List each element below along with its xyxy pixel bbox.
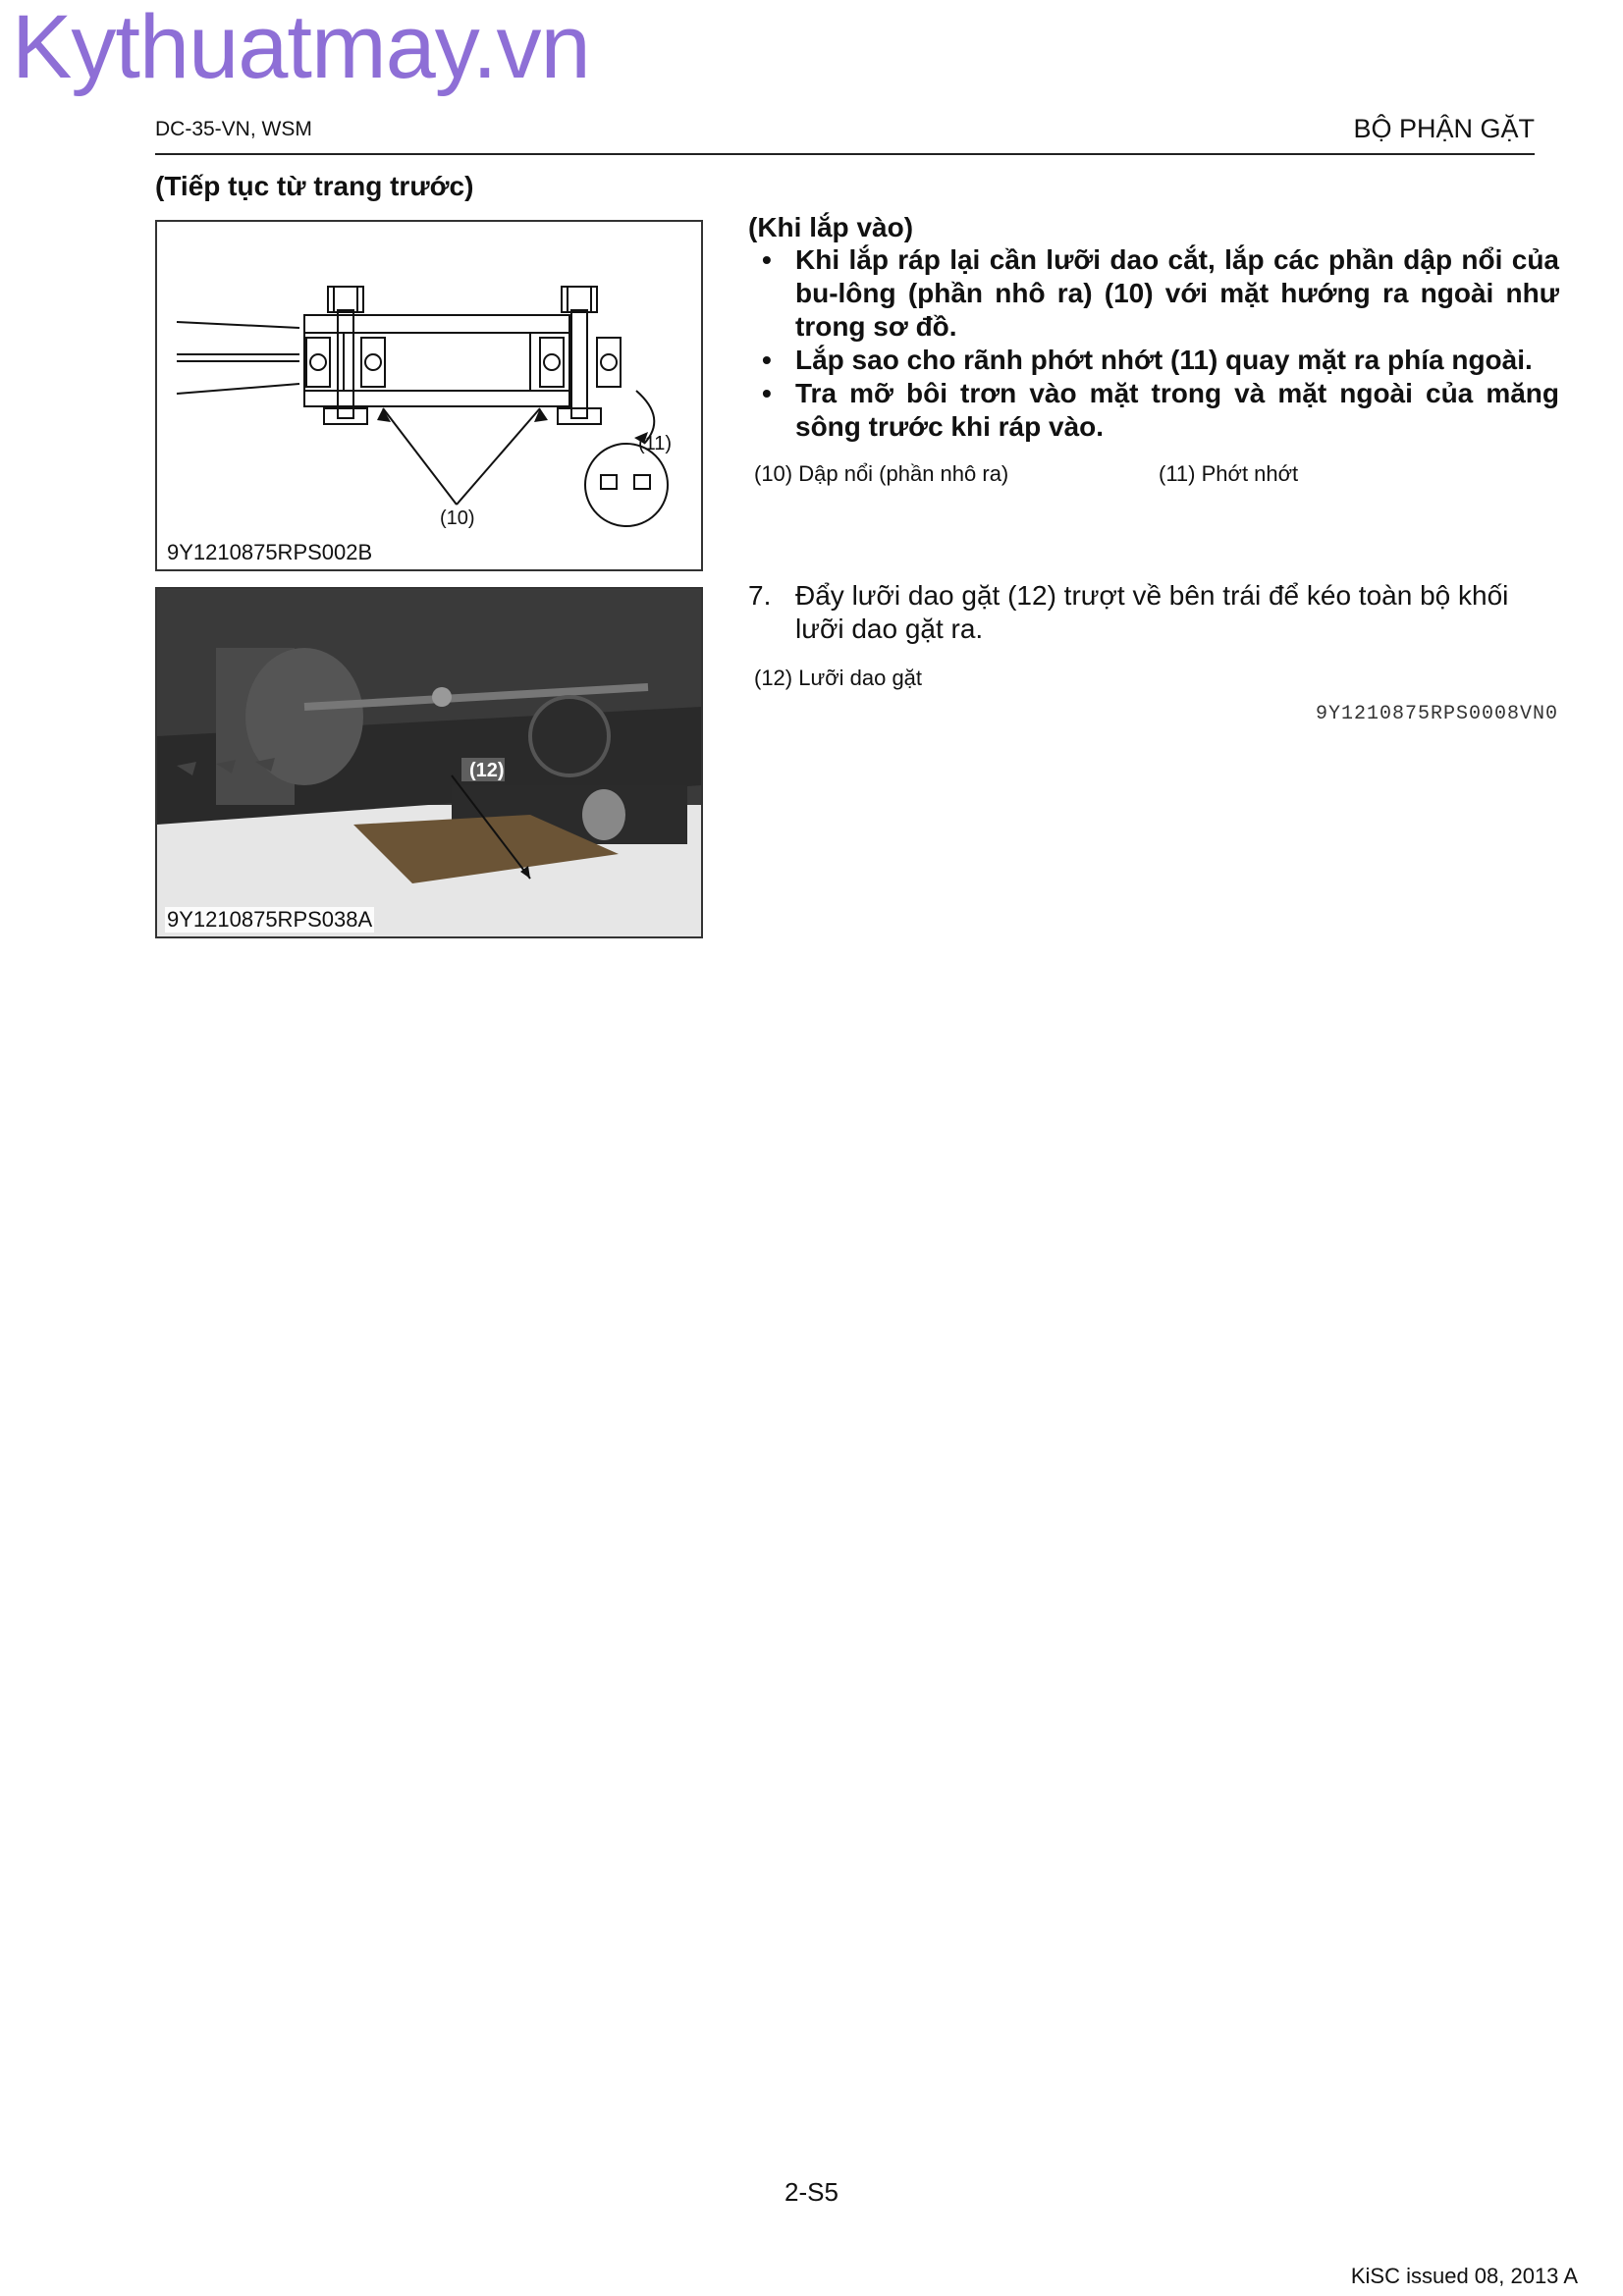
label-12: (12)	[469, 760, 505, 781]
caption-12: (12) Lưỡi dao gặt	[754, 666, 923, 690]
bearing-diagram-figure	[155, 220, 703, 571]
issued-note: KiSC issued 08, 2013 A	[1350, 2264, 1578, 2288]
label-11: (11)	[638, 433, 673, 454]
label-10: (10)	[440, 507, 475, 529]
install-section-title: (Khi lắp vào)	[748, 212, 914, 242]
figure2-code: 9Y1210875RPS038A	[167, 907, 373, 932]
header-manual-code: DC-35-VN, WSM	[155, 118, 312, 140]
watermark-logo: Kythuatmay.vn	[12, 0, 590, 97]
header-section-title: BỘ PHẬN GẶT	[1353, 114, 1535, 143]
header-divider	[155, 153, 1535, 155]
reference-code: 9Y1210875RPS0008VN0	[1315, 703, 1558, 725]
install-bullet: • Khi lắp ráp lại cần lưỡi dao cắt, lắp các phần dập nổi của bu-lông (phần nhô ra) (10) với mặt hướng ra ngoài như trong sơ đồ.	[748, 243, 1559, 344]
step-text: Đẩy lưỡi dao gặt (12) trượt về bên trái để kéo toàn bộ khối lưỡi dao gặt ra.	[795, 580, 1509, 644]
step-number: 7.	[748, 580, 772, 611]
caption-11: (11) Phớt nhớt	[1159, 461, 1299, 486]
caption-10: (10) Dập nổi (phần nhô ra)	[754, 461, 1009, 486]
cutter-blade-photo	[155, 587, 703, 938]
install-bullet: • Lắp sao cho rãnh phớt nhớt (11) quay mặt ra phía ngoài.	[748, 344, 1559, 377]
bearing-diagram	[157, 222, 701, 569]
figure1-code: 9Y1210875RPS002B	[167, 540, 373, 564]
install-bullet: • Tra mỡ bôi trơn vào mặt trong và mặt ngoài của măng sông trước khi ráp vào.	[748, 377, 1559, 444]
install-bullet-list	[748, 243, 1559, 444]
page-number: 2-S5	[784, 2177, 839, 2207]
continued-note: (Tiếp tục từ trang trước)	[155, 171, 474, 201]
cutter-blade-photo-illustration	[157, 589, 701, 936]
